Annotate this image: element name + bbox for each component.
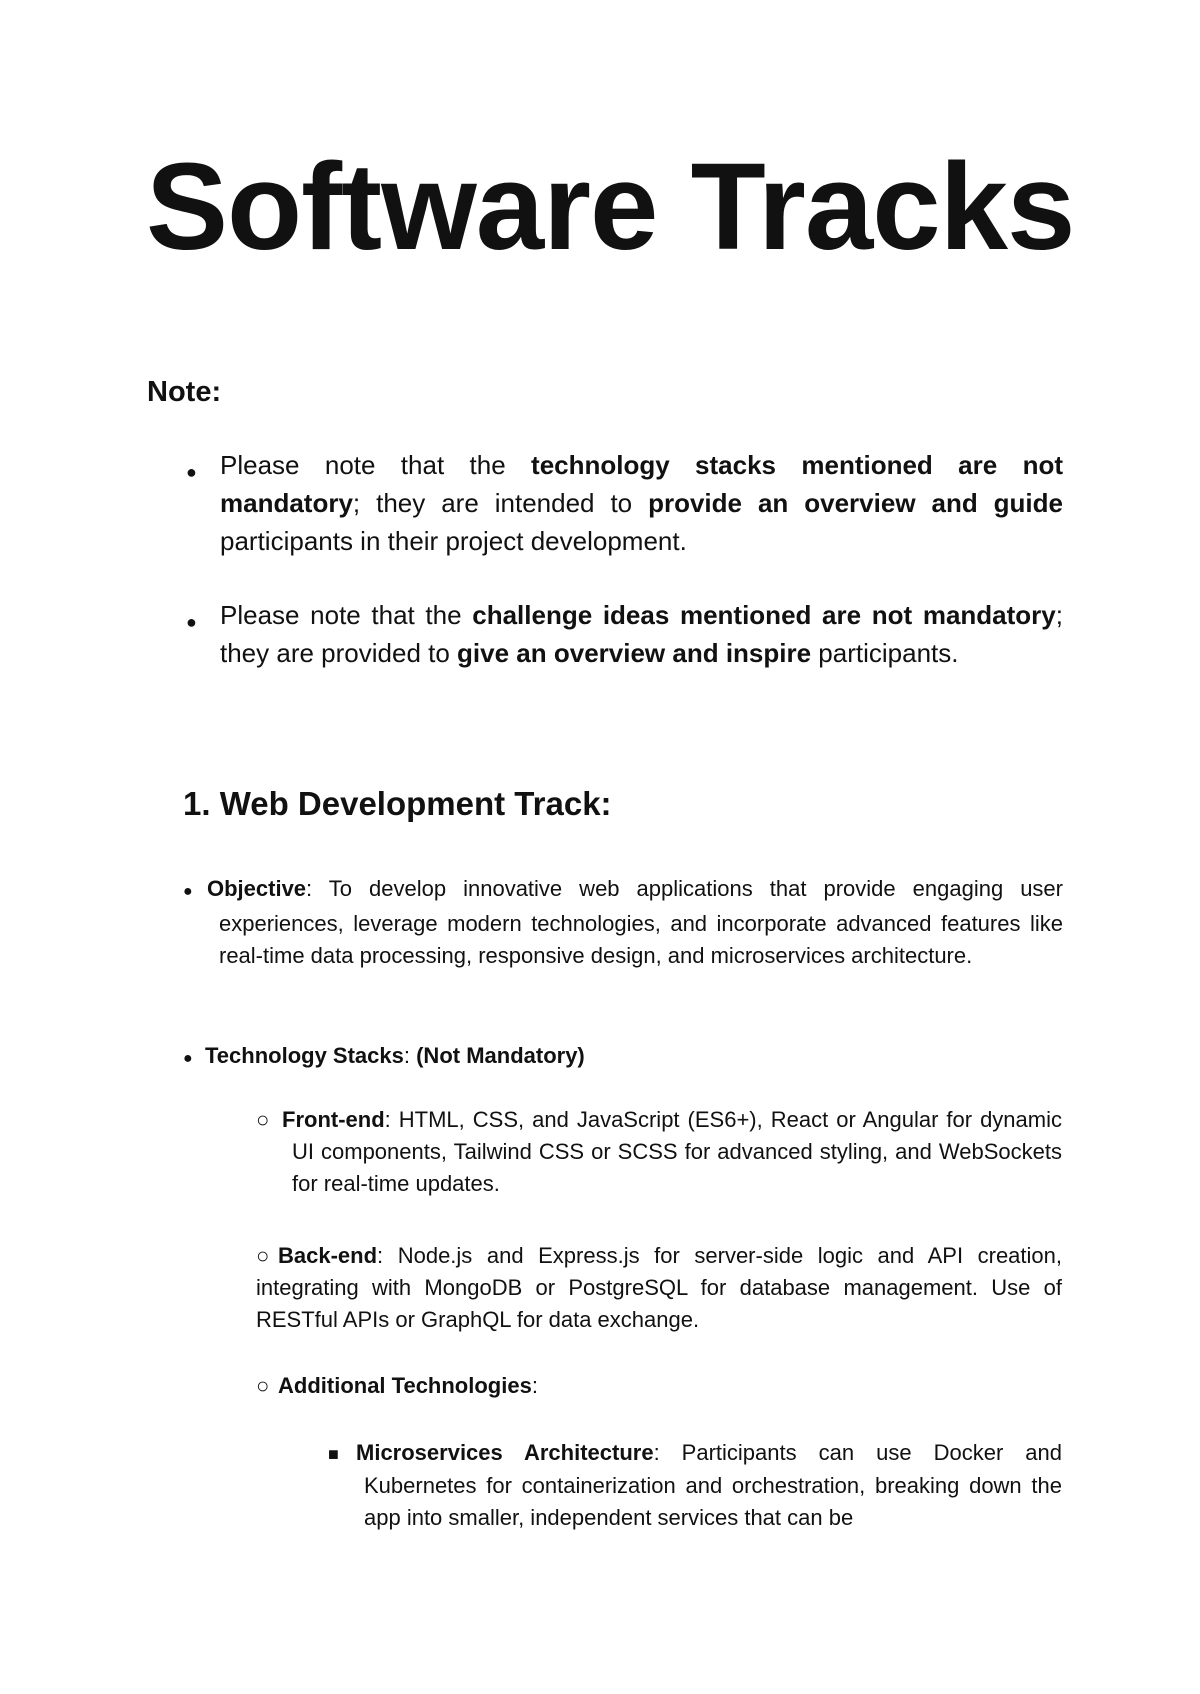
microservices-text: : Participants can use Docker and Kubernetes for containerization and orchestration, breaking down the app into smaller, independent services that can be bbox=[364, 1440, 1063, 1530]
objective-text: : To develop innovative web applications that provide engaging user experiences, leverage modern technologies, and incorporate advanced features like real-time data processing, responsive design, and microservices architecture. bbox=[219, 876, 1063, 968]
bullet-icon: ● bbox=[186, 612, 197, 632]
note-text: participants. bbox=[811, 638, 959, 668]
additional-text: : bbox=[531, 1373, 538, 1398]
circle-bullet-icon: ○ bbox=[256, 1243, 270, 1268]
note-text: participants in their project development. bbox=[220, 526, 687, 556]
backend-label: Back-end bbox=[278, 1243, 378, 1268]
microservices-label: Microservices Architecture bbox=[356, 1440, 654, 1465]
objective-paragraph bbox=[183, 873, 1063, 972]
note-emphasis: provide an overview and guide bbox=[648, 488, 1064, 518]
section-heading: 1. Web Development Track: bbox=[183, 785, 612, 822]
bullet-icon: ● bbox=[183, 883, 193, 900]
stacks-heading bbox=[183, 1040, 1063, 1075]
objective-label: Objective bbox=[207, 876, 307, 901]
stacks-label: Technology Stacks bbox=[205, 1043, 404, 1068]
note-text: Please note that the bbox=[220, 600, 473, 630]
note-heading: Note: bbox=[147, 376, 222, 408]
square-bullet-icon: ■ bbox=[328, 1444, 339, 1464]
circle-bullet-icon: ○ bbox=[256, 1373, 270, 1398]
bullet-icon: ● bbox=[183, 1050, 193, 1067]
backend-item bbox=[256, 1240, 1062, 1336]
page-title: Software Tracks bbox=[146, 139, 1075, 276]
note-text: Please note that the bbox=[220, 450, 532, 480]
note-emphasis: give an overview and inspire bbox=[457, 638, 812, 668]
note-text: ; they are provided to bbox=[220, 600, 1063, 668]
circle-bullet-icon: ○ bbox=[256, 1107, 270, 1132]
frontend-item bbox=[256, 1104, 1062, 1200]
note-emphasis: challenge ideas mentioned are not mandatory bbox=[472, 600, 1056, 630]
note-item bbox=[220, 446, 1063, 560]
stacks-suffix: (Not Mandatory) bbox=[416, 1043, 585, 1068]
stacks-separator: : bbox=[403, 1043, 417, 1068]
note-item bbox=[220, 596, 1063, 672]
additional-label: Additional Technologies bbox=[278, 1373, 532, 1398]
frontend-text: : HTML, CSS, and JavaScript (ES6+), React or Angular for dynamic UI components, Tailwind CSS or SCSS for advanced styling, and WebSockets for real-time updates. bbox=[292, 1107, 1062, 1196]
bullet-icon: ● bbox=[186, 462, 197, 482]
note-text: ; they are intended to bbox=[352, 488, 649, 518]
note-emphasis: technology stacks mentioned are not mandatory bbox=[220, 450, 1063, 518]
additional-item bbox=[256, 1370, 1062, 1402]
backend-text: : Node.js and Express.js for server-side logic and API creation, integrating with MongoDB or PostgreSQL for database management. Use of RESTful APIs or GraphQL for data exchange. bbox=[256, 1243, 1062, 1332]
microservices-item bbox=[328, 1437, 1062, 1534]
frontend-label: Front-end bbox=[282, 1107, 385, 1132]
